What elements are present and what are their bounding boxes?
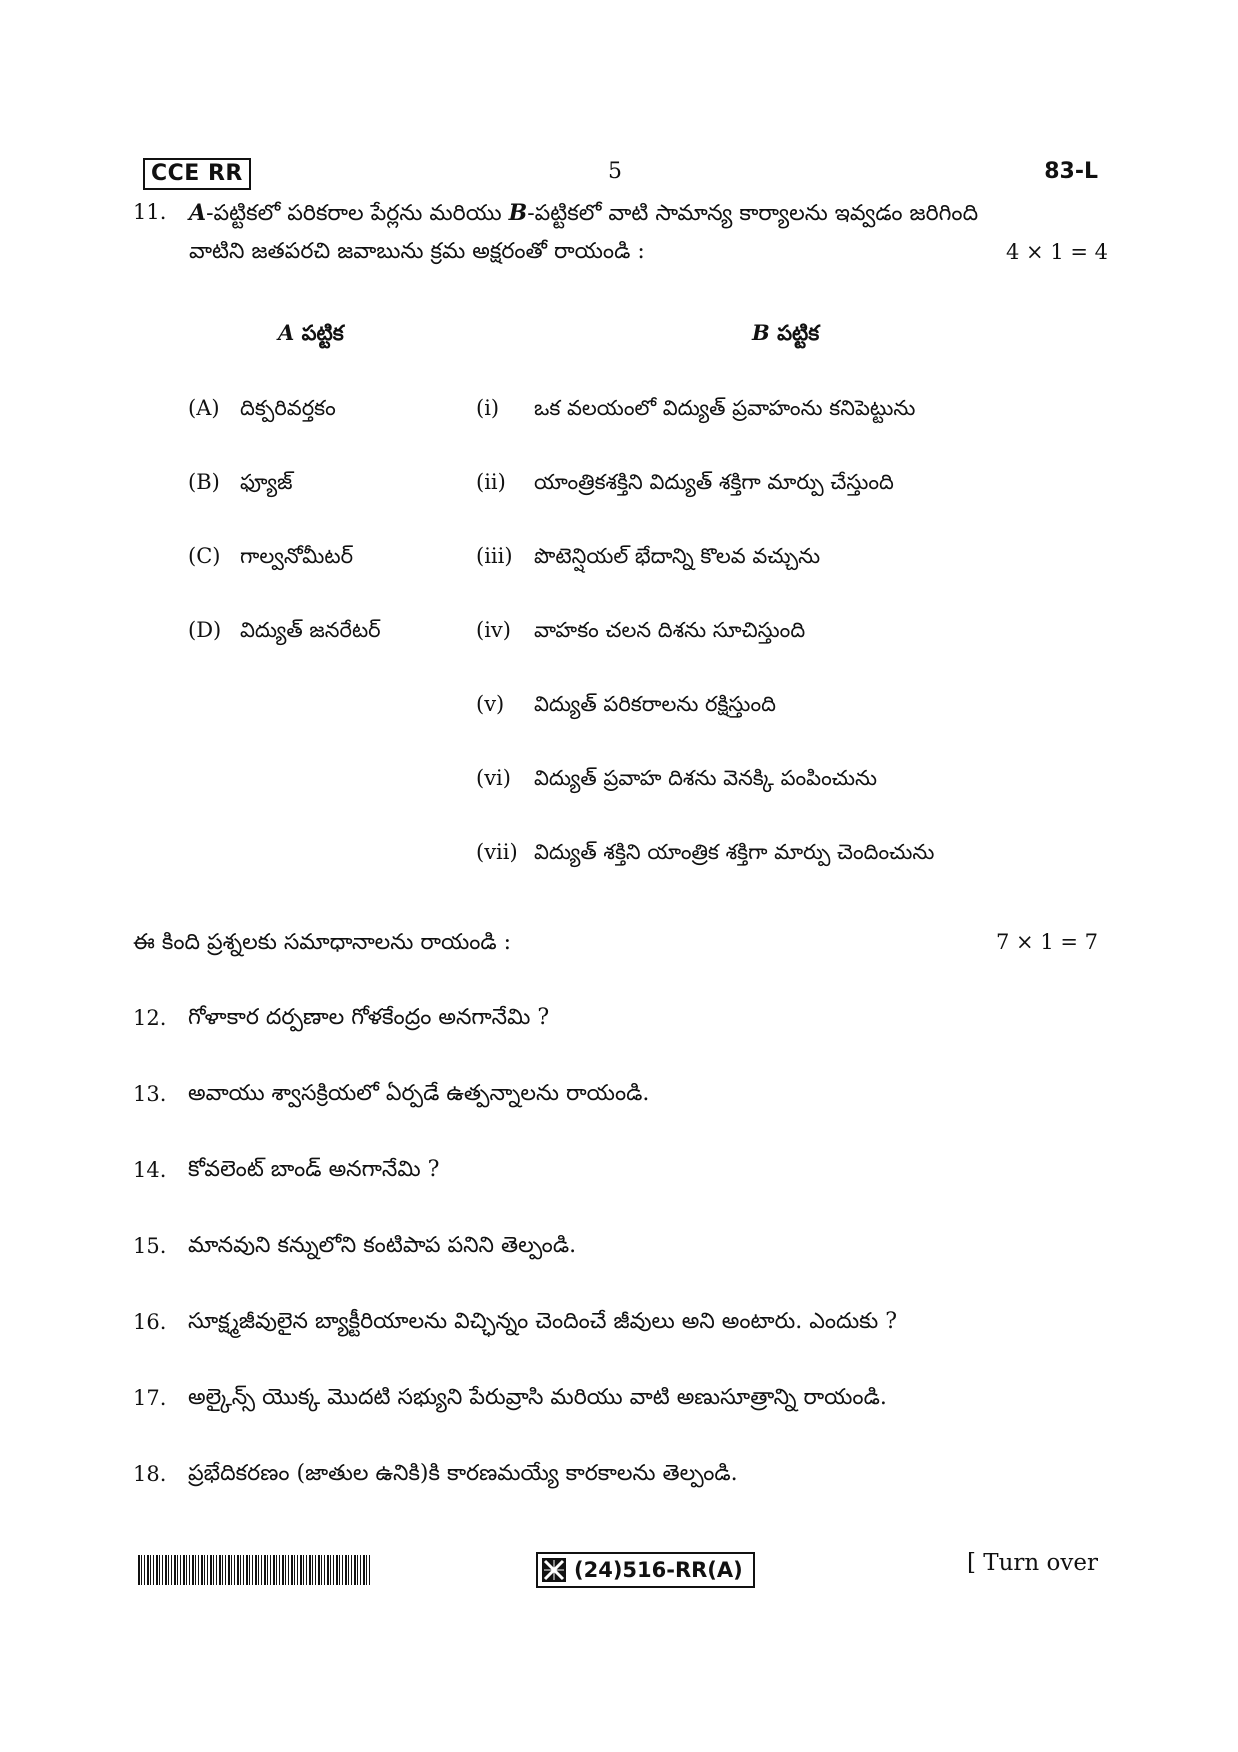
col-a-label: (B) (188, 470, 220, 494)
col-b-text: విద్యుత్ శక్తిని యాంత్రిక శక్తిగా మార్పు చెందించును (534, 840, 935, 864)
header-box-label: CCE RR (143, 158, 251, 190)
col-b-word: పట్టిక (777, 320, 820, 345)
paper-code: 83-L (1044, 159, 1098, 184)
line1-end: -పట్టికలో వాటి సామాన్య కార్యాలను ఇవ్వడం జరిగింది (527, 201, 979, 226)
question-text: కోవలెంట్ బాండ్ అనగానేమి ? (188, 1157, 440, 1182)
col-a-letter: A (278, 320, 295, 345)
col-a-label: (C) (188, 544, 221, 568)
question-11-line1 (189, 196, 1103, 231)
col-b-text: పొటెన్షియల్ భేదాన్ని కొలవ వచ్చును (534, 544, 821, 568)
question-number: 15. (133, 1234, 167, 1258)
question-text: అల్కైన్స్ యొక్క మొదటి సభ్యుని పేరువ్రాసి మరియు వాటి అణుసూత్రాన్ని రాయండి. (188, 1385, 887, 1410)
question-text: సూక్ష్మజీవులైన బ్యాక్టీరియాలను విచ్ఛిన్నం చెందించే జీవులు అని అంటారు. ఎందుకు ? (188, 1309, 898, 1334)
col-a-label: (A) (188, 396, 220, 420)
col-b-heading (752, 320, 819, 351)
col-b-label: (ii) (476, 470, 506, 494)
table-b-letter: B (508, 200, 528, 226)
turn-over-label: [ Turn over (966, 1550, 1098, 1576)
question-number: 18. (133, 1462, 167, 1486)
col-b-letter: B (752, 320, 770, 345)
col-b-text: వాహకం చలన దిశను సూచిస్తుంది (534, 618, 806, 642)
col-b-text: విద్యుత్ ప్రవాహ దిశను వెనక్కి పంపించును (534, 766, 877, 790)
question-number: 16. (133, 1310, 167, 1334)
col-b-label: (iii) (476, 544, 513, 568)
col-a-heading (278, 320, 344, 351)
col-b-text: ఒక వలయంలో విద్యుత్ ప్రవాహంను కనిపెట్టును (534, 396, 916, 420)
col-a-text: ఫ్యూజ్ (240, 470, 293, 494)
col-b-text: యాంత్రికశక్తిని విద్యుత్ శక్తిగా మార్పు చేస్తుంది (534, 470, 894, 494)
question-number: 17. (133, 1386, 167, 1410)
col-b-label: (i) (476, 396, 500, 420)
table-a-letter: A (189, 200, 207, 226)
question-11-marks: 4 × 1 = 4 (1006, 240, 1108, 264)
question-text: ప్రభేదికరణం (జాతుల ఉనికి)కి కారణమయ్యే కారకాలను తెల్పండి. (188, 1461, 738, 1486)
col-a-label: (D) (188, 618, 222, 642)
col-a-word: పట్టిక (301, 320, 344, 345)
col-b-label: (vi) (476, 766, 511, 790)
question-number: 11. (133, 200, 167, 224)
question-11-line2: వాటిని జతపరచి జవాబును క్రమ అక్షరంతో రాయండి : (189, 239, 645, 264)
question-text: మానవుని కన్నులోని కంటిపాప పనిని తెల్పండి. (188, 1233, 577, 1258)
question-text: అవాయు శ్వాసక్రియలో ఏర్పడే ఉత్పన్నాలను రాయండి. (188, 1081, 650, 1106)
cross-mark-icon (542, 1558, 566, 1582)
section-marks: 7 × 1 = 7 (996, 930, 1098, 954)
page-number: 5 (608, 159, 622, 184)
question-number: 13. (133, 1082, 167, 1106)
col-b-label: (iv) (476, 618, 511, 642)
question-number: 14. (133, 1158, 167, 1182)
question-number: 12. (133, 1006, 167, 1030)
question-11 (133, 196, 1108, 269)
paper-code-box (536, 1552, 755, 1588)
paper-code-text: (24)516-RR(A) (574, 1558, 743, 1582)
col-a-text: దిక్పరివర్తకం (240, 396, 336, 420)
col-a-text: గాల్వనోమీటర్ (240, 544, 354, 568)
col-a-text: విద్యుత్ జనరేటర్ (240, 618, 381, 642)
col-b-text: విద్యుత్ పరికరాలను రక్షిస్తుంది (534, 692, 776, 716)
barcode-image (138, 1555, 370, 1585)
line1-part: -పట్టికలో పరికరాల పేర్లను మరియు (206, 201, 509, 226)
col-b-label: (v) (476, 692, 505, 716)
section-instruction: ఈ కింది ప్రశ్నలకు సమాధానాలను రాయండి : (133, 930, 512, 955)
question-text: గోళాకార దర్పణాల గోళకేంద్రం అనగానేమి ? (188, 1005, 550, 1030)
col-b-label: (vii) (476, 840, 518, 864)
